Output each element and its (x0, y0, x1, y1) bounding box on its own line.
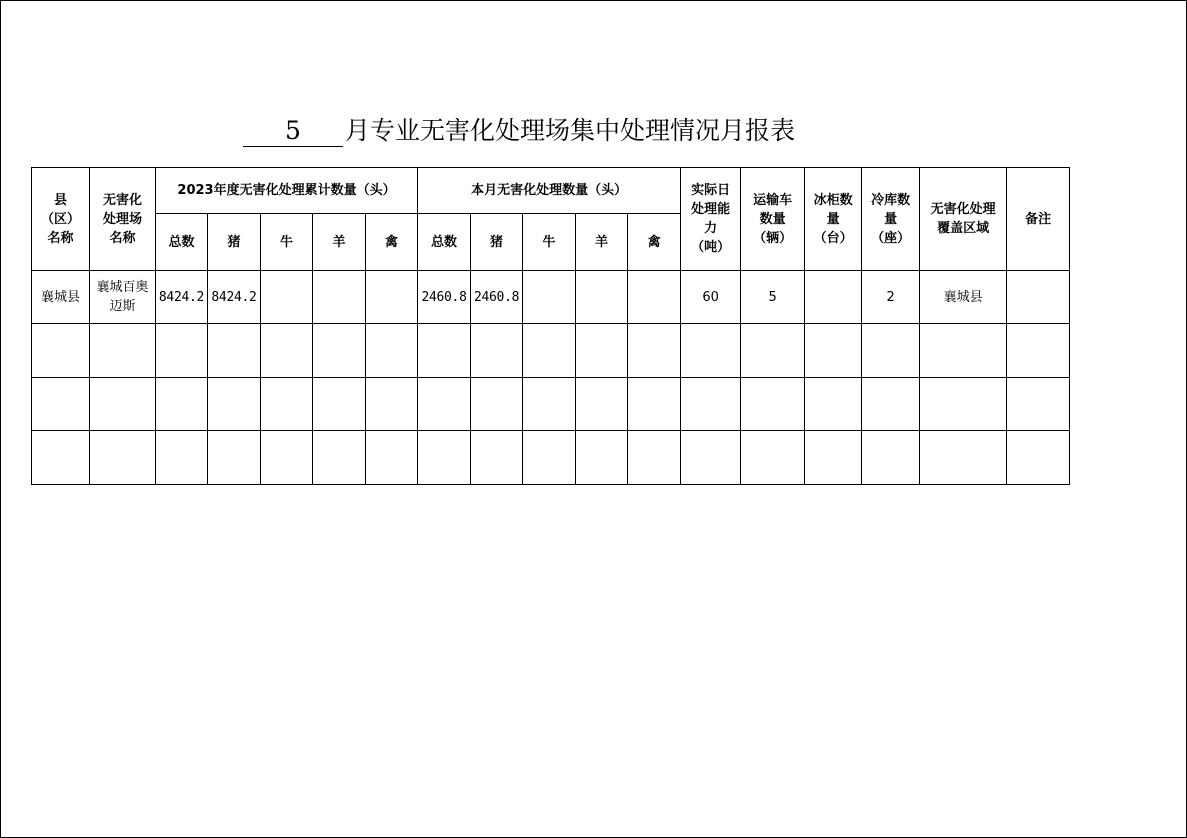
cell-monthly-pig (471, 324, 523, 378)
cell-monthly-cattle (523, 378, 576, 431)
cell-cold-storage: 2 (862, 271, 920, 324)
cell-annual-pig (208, 431, 261, 485)
report-title-text: 月专业无害化处理场集中处理情况月报表 (345, 116, 796, 145)
cell-vehicles (741, 324, 805, 378)
cell-plant: 襄城百奥 迈斯 (90, 271, 156, 324)
cell-annual-pig (208, 378, 261, 431)
cell-monthly-poultry (628, 271, 681, 324)
header-vehicles: 运输车 数量 （辆） (741, 168, 805, 271)
cell-annual-total (156, 378, 208, 431)
cell-coverage (920, 431, 1007, 485)
cell-vehicles: 5 (741, 271, 805, 324)
cell-annual-cattle (261, 431, 313, 485)
cell-plant (90, 324, 156, 378)
cell-freezers (805, 378, 862, 431)
cell-vehicles (741, 378, 805, 431)
header-freezers: 冰柜数 量 （台） (805, 168, 862, 271)
cell-freezers (805, 271, 862, 324)
cell-annual-sheep (313, 431, 366, 485)
cell-monthly-cattle (523, 431, 576, 485)
cell-monthly-pig (471, 378, 523, 431)
header-annual-group: 2023年度无害化处理累计数量（头） (156, 168, 418, 214)
header-monthly-poultry: 禽 (628, 214, 681, 271)
header-cold-storage: 冷库数 量 （座） (862, 168, 920, 271)
header-monthly-cattle: 牛 (523, 214, 576, 271)
cell-monthly-poultry (628, 378, 681, 431)
cell-plant (90, 431, 156, 485)
cell-vehicles (741, 431, 805, 485)
report-month: 5 (243, 116, 343, 147)
cell-annual-poultry (366, 431, 418, 485)
cell-monthly-pig (471, 431, 523, 485)
header-annual-sheep: 羊 (313, 214, 366, 271)
cell-cold-storage (862, 324, 920, 378)
cell-monthly-sheep (576, 378, 628, 431)
cell-annual-total (156, 431, 208, 485)
cell-monthly-poultry (628, 324, 681, 378)
header-monthly-sheep: 羊 (576, 214, 628, 271)
cell-cold-storage (862, 378, 920, 431)
table-row (32, 378, 1070, 431)
cell-annual-total (156, 324, 208, 378)
header-annual-cattle: 牛 (261, 214, 313, 271)
cell-annual-poultry (366, 271, 418, 324)
cell-annual-sheep (313, 271, 366, 324)
cell-monthly-total (418, 431, 471, 485)
cell-freezers (805, 431, 862, 485)
cell-county: 襄城县 (32, 271, 90, 324)
header-annual-pig: 猪 (208, 214, 261, 271)
cell-annual-pig (208, 324, 261, 378)
cell-monthly-pig: 2460.8 (471, 271, 523, 324)
cell-monthly-cattle (523, 324, 576, 378)
cell-plant (90, 378, 156, 431)
cell-monthly-cattle (523, 271, 576, 324)
cell-monthly-total (418, 324, 471, 378)
cell-remarks (1007, 324, 1070, 378)
header-monthly-group: 本月无害化处理数量（头） (418, 168, 681, 214)
header-monthly-total: 总数 (418, 214, 471, 271)
cell-monthly-sheep (576, 271, 628, 324)
cell-capacity (681, 431, 741, 485)
header-annual-total: 总数 (156, 214, 208, 271)
header-county: 县 （区） 名称 (32, 168, 90, 271)
cell-annual-cattle (261, 324, 313, 378)
cell-county (32, 378, 90, 431)
cell-annual-poultry (366, 324, 418, 378)
cell-monthly-sheep (576, 431, 628, 485)
cell-county (32, 431, 90, 485)
header-remarks: 备注 (1007, 168, 1070, 271)
cell-coverage (920, 378, 1007, 431)
header-capacity: 实际日 处理能 力 （吨） (681, 168, 741, 271)
cell-freezers (805, 324, 862, 378)
cell-monthly-poultry (628, 431, 681, 485)
table-row (32, 271, 1070, 324)
cell-capacity (681, 378, 741, 431)
cell-coverage: 襄城县 (920, 271, 1007, 324)
cell-annual-pig: 8424.2 (208, 271, 261, 324)
cell-monthly-total (418, 378, 471, 431)
cell-annual-cattle (261, 378, 313, 431)
report-title (243, 113, 795, 149)
cell-monthly-total: 2460.8 (418, 271, 471, 324)
header-plant: 无害化 处理场 名称 (90, 168, 156, 271)
cell-annual-poultry (366, 378, 418, 431)
cell-capacity (681, 324, 741, 378)
header-coverage: 无害化处理 覆盖区域 (920, 168, 1007, 271)
cell-capacity: 60 (681, 271, 741, 324)
cell-county (32, 324, 90, 378)
header-annual-poultry: 禽 (366, 214, 418, 271)
cell-annual-cattle (261, 271, 313, 324)
cell-cold-storage (862, 431, 920, 485)
report-table (31, 167, 1070, 485)
table-row (32, 431, 1070, 485)
cell-annual-sheep (313, 324, 366, 378)
cell-monthly-sheep (576, 324, 628, 378)
header-monthly-pig: 猪 (471, 214, 523, 271)
cell-remarks (1007, 431, 1070, 485)
cell-coverage (920, 324, 1007, 378)
cell-annual-sheep (313, 378, 366, 431)
cell-annual-total: 8424.2 (156, 271, 208, 324)
cell-remarks (1007, 378, 1070, 431)
header-row-1 (32, 168, 1070, 214)
cell-remarks (1007, 271, 1070, 324)
table-row (32, 324, 1070, 378)
